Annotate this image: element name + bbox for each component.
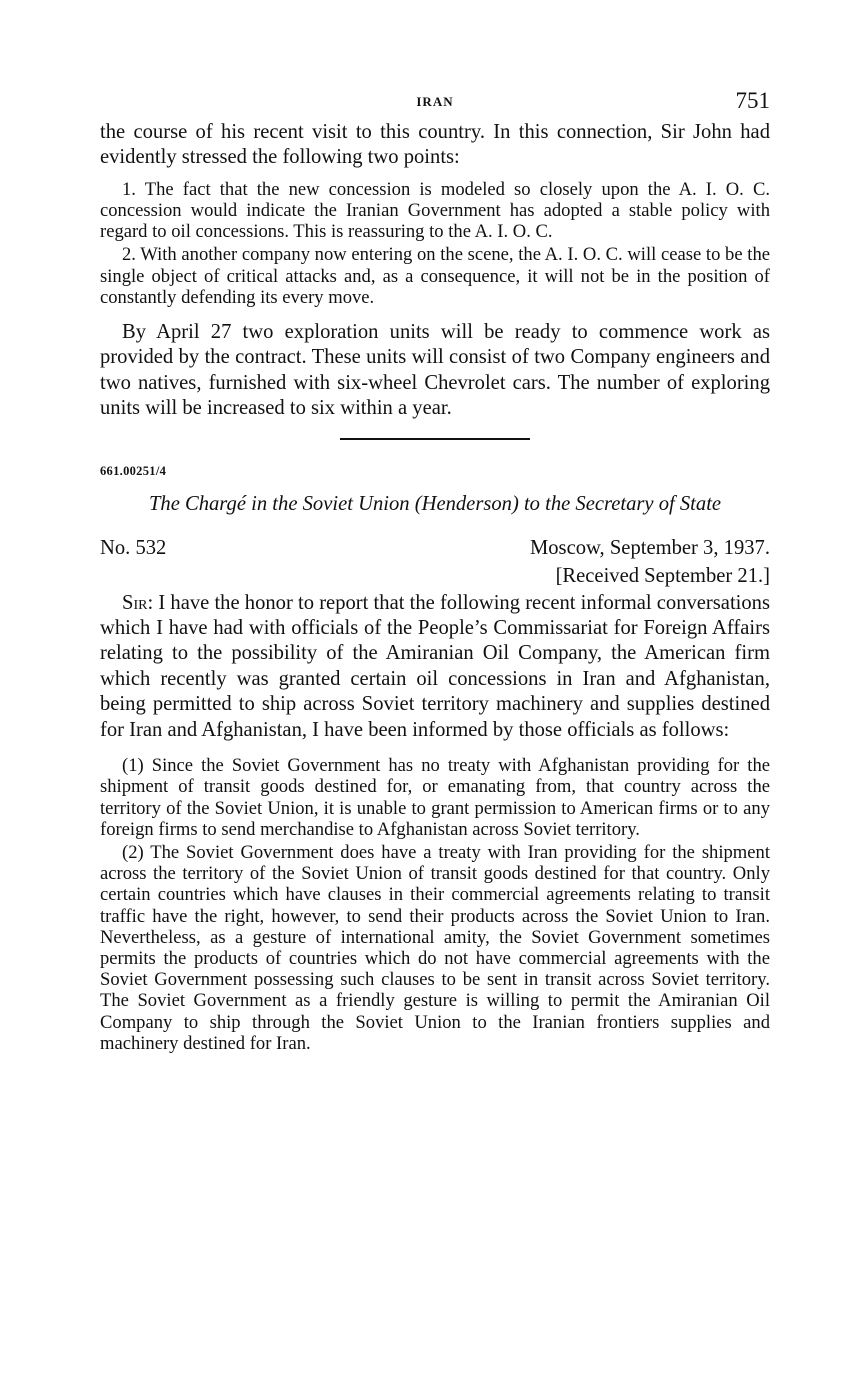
item-one: (1) Since the Soviet Government has no treaty with Afghanistan providing for the shipment of transit goods destined for, or emanating from, that country across the territory of the Soviet Union, it is unable to grant permission to American firms or to any foreign firms to send merchandise to Afghanistan across Soviet territory.	[100, 755, 770, 840]
dispatch-body	[100, 591, 770, 743]
running-head: IRAN	[416, 94, 454, 109]
received-date: [Received September 21.]	[555, 564, 770, 587]
dispatch-body-text: : I have the honor to report that the following recent informal conversations which I have had with officials of the People’s Commissariat for Foreign Affairs relating to the possibility of the Amiranian Oil Company, the American firm which recently was granted certain oil concessions in Iran and Afghanistan, being permitted to ship across Soviet territory machinery and supplies destined for Iran and Afghanistan, I have been informed by those officials as follows:	[100, 591, 770, 741]
exploration-paragraph: By April 27 two exploration units will be ready to commence work as provided by the contract. These units will consist of two Company engineers and two natives, furnished with six-wheel Chevrolet cars. The number of exploring units will be increased to six within a year.	[100, 321, 770, 420]
place-date: Moscow, September 3, 1937.	[529, 536, 770, 559]
point-one: 1. The fact that the new concession is modeled so closely upon the A. I. O. C. concession would indicate the Iranian Government has adopted a stable policy with regard to oil concessions. This is reassuring to the A. I. O. C.	[100, 178, 770, 243]
dateline	[100, 537, 770, 563]
section-divider	[340, 438, 530, 440]
page-number: 751	[735, 88, 770, 113]
point-two: 2. With another company now entering on the scene, the A. I. O. C. will cease to be the single object of critical attacks and, as a consequence, it will not be in the position of constantly defending its every move.	[100, 244, 770, 308]
page-header	[100, 88, 770, 120]
file-number: 661.00251/4	[100, 463, 167, 478]
dispatch-number: No. 532	[100, 536, 167, 559]
item-two: (2) The Soviet Government does have a treaty with Iran providing for the shipment across the territory of the Soviet Union of transit goods destined for that country. Only certain countries which have clauses in their commercial agreements relating to transit traffic have the right, however, to send their products across the Soviet Union to Iran. Nevertheless, as a gesture of international amity, the Soviet Government sometimes permits the products of countries which do not have commercial agreements with the Soviet Government possessing such clauses to be sent in transit across Soviet territory. The Soviet Government as a friendly gesture is willing to permit the Amiranian Oil Company to ship through the Soviet Union to the Iranian frontiers supplies and machinery destined for Iran.	[100, 841, 770, 1054]
salutation: Sir	[122, 591, 148, 614]
document-page	[100, 88, 770, 1054]
document-title: The Chargé in the Soviet Union (Henderson) to the Secretary of State	[148, 492, 722, 515]
intro-paragraph: the course of his recent visit to this country. In this connection, Sir John had evidently stressed the following two points:	[100, 121, 770, 169]
